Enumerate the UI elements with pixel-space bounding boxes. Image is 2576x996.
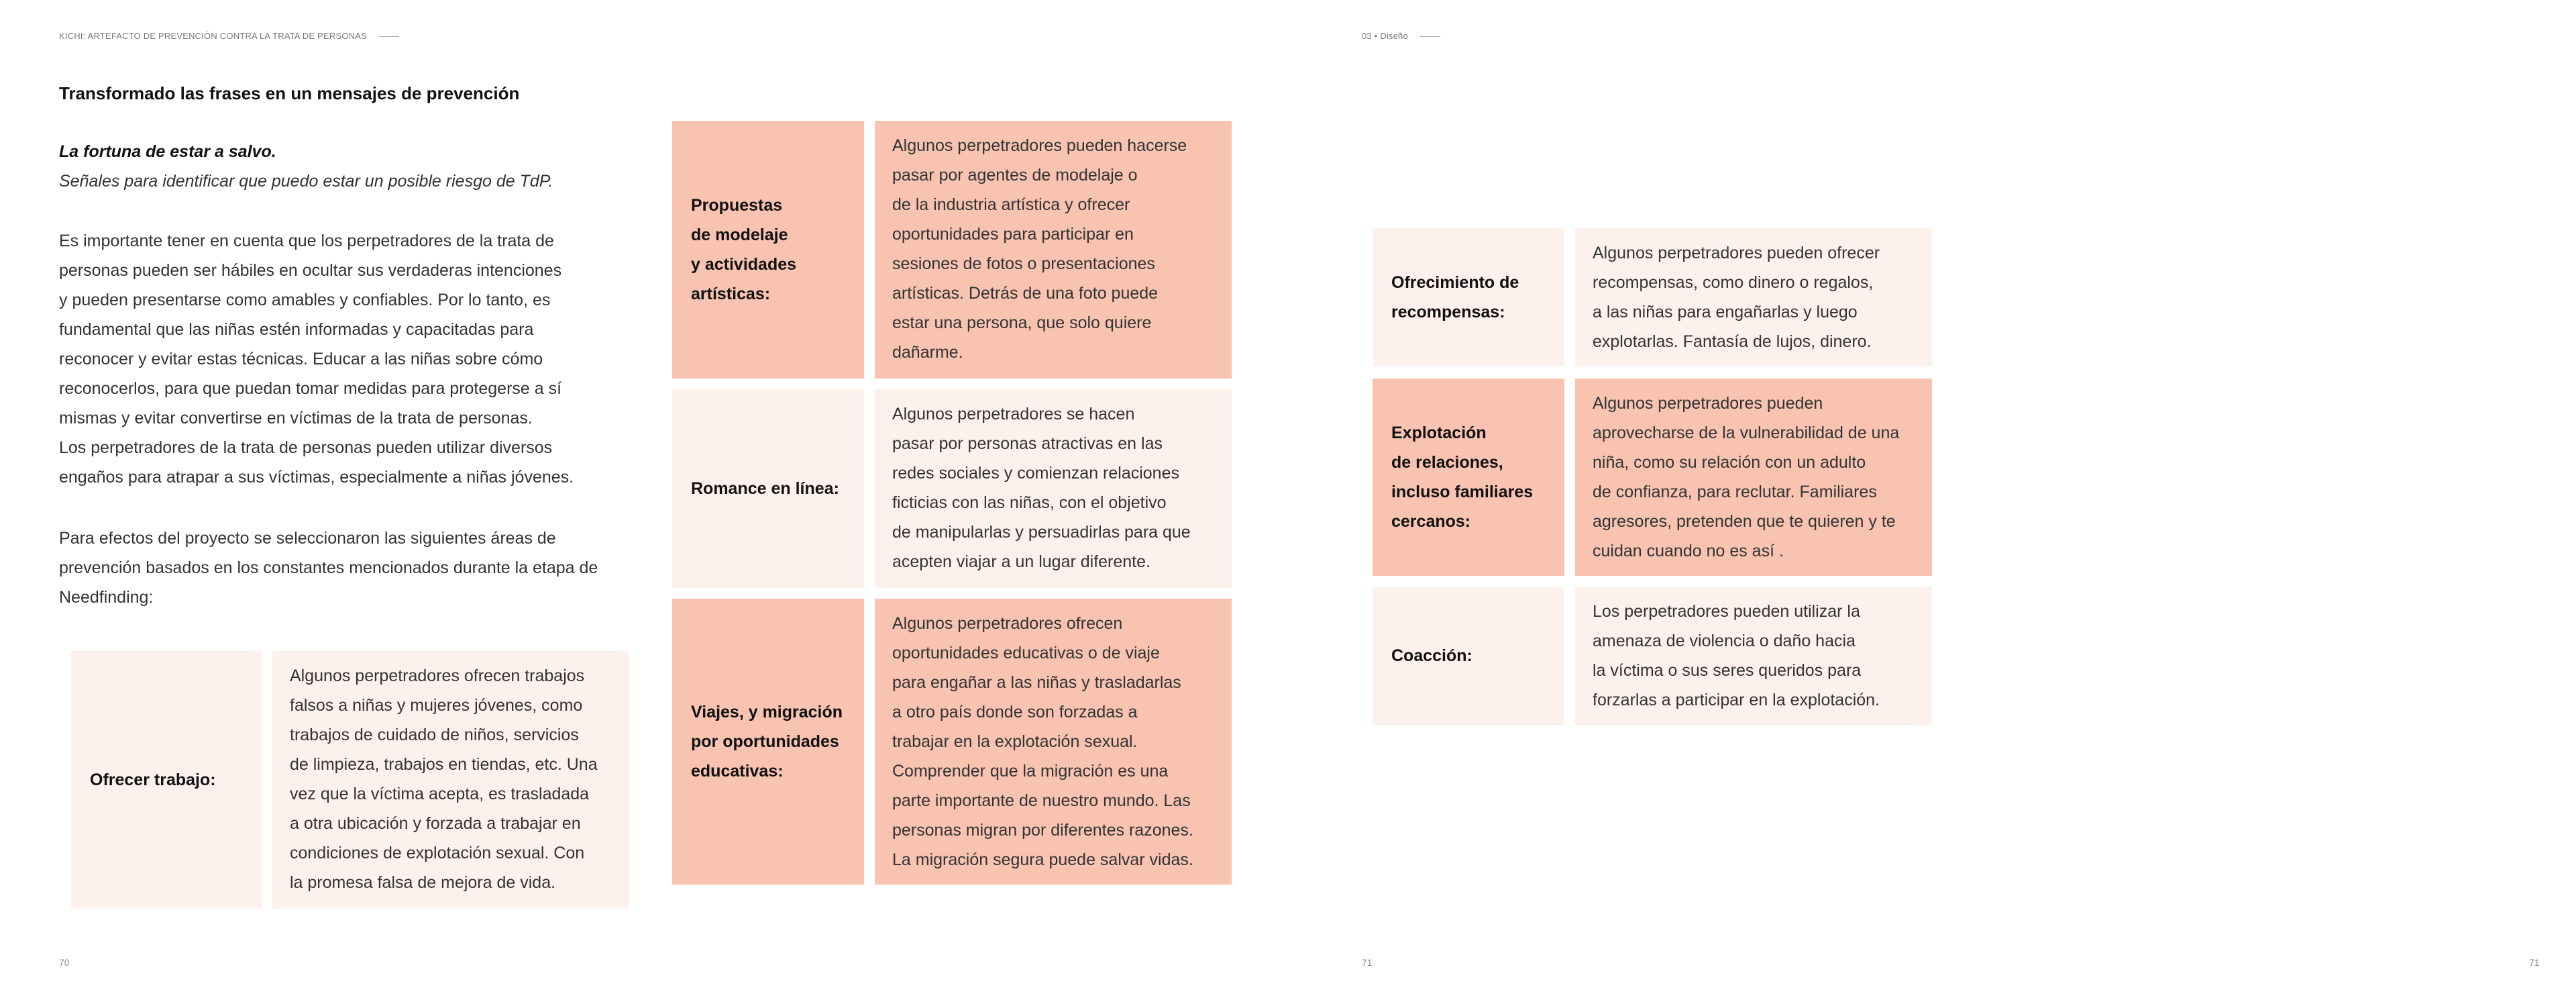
page-heading: Transformado las frases en un mensajes de prevención <box>59 83 520 103</box>
page-number-left: 70 <box>59 957 70 968</box>
card-label-text: Coacción: <box>1391 646 1472 665</box>
card-label-viajes <box>672 599 864 885</box>
card-label-text: Ofrecimiento de recompensas: <box>1391 273 1519 321</box>
card-desc-text: Algunos perpetradores ofrecen trabajos falsos a niñas y mujeres jóvenes, como trabajos de cuidado de niños, servicios de limpieza, trabajos en tiendas, etc. Una vez que la víctima acepta, es trasladada a otra ubicación y forzada a trabajar en condiciones de explotación sexual. Con la promesa falsa de mejora de vida. <box>290 666 598 892</box>
running-header-text: KICHI: ARTEFACTO DE PREVENCIÓN CONTRA LA TRATA DE PERSONAS <box>59 31 368 41</box>
card-desc-relaciones <box>1575 379 1932 576</box>
card-desc-text: Algunos perpetradores pueden hacerse pasar por agentes de modelaje o de la industria artística y ofrecer oportunidades para participar en sesiones de fotos o presentaciones artísticas. Detrás de una foto puede estar una persona, que solo quiere dañarme. <box>892 136 1187 362</box>
card-label-text: Viajes, y migración por oportunidades educativas: <box>691 703 843 781</box>
section-subtitle-secondary: Señales para identificar que puedo estar un posible riesgo de TdP. <box>59 172 553 191</box>
card-desc-text: Algunos perpetradores se hacen pasar por personas atractivas en las redes sociales y comienzan relaciones ficticias con las niñas, con el objetivo de manipularlas y persuadirlas para que acepten viajar a un lugar diferente. <box>892 405 1191 571</box>
card-label-text: Ofrecer trabajo: <box>90 770 216 789</box>
card-label-text: Romance en línea: <box>691 479 839 498</box>
card-label-coaccion <box>1373 587 1564 725</box>
page-number-center: 71 <box>1362 957 1373 968</box>
page-number-right: 71 <box>2529 957 2540 968</box>
card-label-text: Propuestas de modelaje y actividades artísticas: <box>691 196 797 303</box>
section-subtitle: La fortuna de estar a salvo. <box>59 142 276 161</box>
card-desc-viajes <box>875 599 1232 885</box>
header-rule <box>379 36 399 37</box>
card-desc-text: Los perpetradores pueden utilizar la amenaza de violencia o daño hacia la víctima o sus seres queridos para forzarlas a participar en la explotación. <box>1593 602 1880 709</box>
header-rule <box>1420 36 1440 37</box>
card-desc-text: Algunos perpetradores ofrecen oportunidades educativas o de viaje para engañar a las niñas y trasladarlas a otro país donde son forzadas a trabajar en la explotación sexual. Comprender que la migración es una parte importante de nuestro mundo. Las personas migran por diferentes razones. La migración segura puede salvar vidas. <box>892 614 1193 869</box>
card-desc-text: Algunos perpetradores pueden aprovecharse de la vulnerabilidad de una niña, como su relación con un adulto de confianza, para reclutar. Familiares agresores, pretenden que te quieren y te cuidan cuando no es así . <box>1593 394 1900 560</box>
card-desc-modelaje <box>875 121 1232 379</box>
card-label-romance <box>672 389 864 588</box>
card-desc-text: Algunos perpetradores pueden ofrecer recompensas, como dinero o regalos, a las niñas para engañarlas y luego explotarlas. Fantasía de lujos, dinero. <box>1593 244 1880 351</box>
running-header-right <box>1362 31 1440 41</box>
card-desc-romance <box>875 389 1232 588</box>
card-desc-recompensas <box>1575 228 1932 366</box>
running-header-text: 03 • Diseño <box>1362 31 1408 41</box>
card-desc-coaccion <box>1575 587 1932 725</box>
card-label-recompensas <box>1373 228 1564 366</box>
card-label-modelaje <box>672 121 864 379</box>
running-header-left <box>59 31 399 41</box>
card-label-relaciones <box>1373 379 1564 576</box>
card-label-text: Explotación de relaciones, incluso familiares cercanos: <box>1391 424 1534 531</box>
project-paragraph: Para efectos del proyecto se seleccionaron las siguientes áreas de prevención basados en los constantes mencionados durante la etapa de Needfinding: <box>59 529 598 607</box>
intro-paragraph: Es importante tener en cuenta que los perpetradores de la trata de personas pueden ser hábiles en ocultar sus verdaderas intenciones y pueden presentarse como amables y confiables. Por lo tanto, es fundamental que las niñas estén informadas y capacitadas para reconocer y evitar estas técnicas. Educar a las niñas sobre cómo reconocerlos, para que puedan tomar medidas para protegerse a sí mismas y evitar convertirse en víctimas de la trata de personas. Los perpetradores de la trata de personas pueden utilizar diversos engaños para atrapar a sus víctimas, especialmente a niñas jóvenes. <box>59 232 574 487</box>
card-desc-ofrecer-trabajo <box>272 651 629 909</box>
card-label-ofrecer-trabajo <box>71 651 262 909</box>
